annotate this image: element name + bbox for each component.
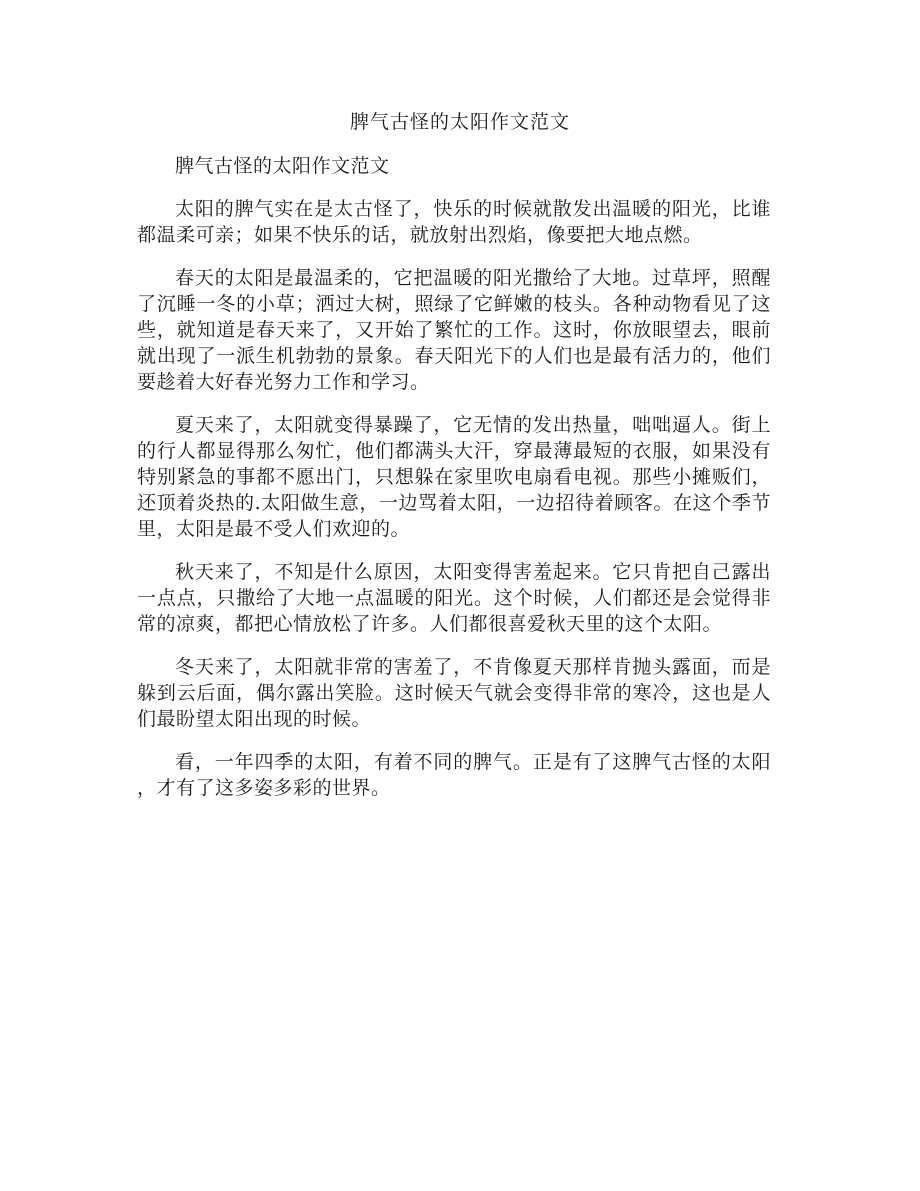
winter-paragraph: 冬天来了，太阳就非常的害羞了，不肯像夏天那样肯抛头露面，而是躲到云后面，偶尔露出笑脸。这时候天气就会变得非常的寒冷，这也是人们最盼望太阳出现的时候。 [137, 656, 771, 730]
document-title: 脾气古怪的太阳作文范文 [349, 111, 570, 133]
conclusion-paragraph: 看，一年四季的太阳，有着不同的脾气。正是有了这脾气古怪的太阳，才有了这多姿多彩的世界。 [137, 751, 771, 799]
intro-paragraph: 太阳的脾气实在是太古怪了，快乐的时候就散发出温暖的阳光，比谁都温柔可亲；如果不快乐的话，就放射出烈焰，像要把大地点燃。 [137, 198, 771, 246]
summer-paragraph: 夏天来了，太阳就变得暴躁了，它无情的发出热量，咄咄逼人。街上的行人都显得那么匆忙，他们都满头大汗，穿最薄最短的衣服，如果没有特别紧急的事都不愿出门，只想躲在家里吹电扇看电视。那些小摊贩们，还顶着炎热的.太阳做生意，一边骂着太阳，一边招待着顾客。在这个季节里，太阳是最不受人们欢迎的。 [137, 414, 771, 540]
subtitle-paragraph: 脾气古怪的太阳作文范文 [175, 155, 390, 177]
document-body [137, 153, 771, 818]
spring-paragraph: 春天的太阳是最温柔的，它把温暖的阳光撒给了大地。过草坪，照醒了沉睡一冬的小草；洒过大树，照绿了它鲜嫩的枝头。各种动物看见了这些，就知道是春天来了，又开始了繁忙的工作。这时，你放眼望去，眼前就出现了一派生机勃勃的景象。春天阳光下的人们也是最有活力的，他们要趁着大好春光努力工作和学习。 [137, 267, 771, 393]
autumn-paragraph: 秋天来了，不知是什么原因，太阳变得害羞起来。它只肯把自己露出一点点，只撒给了大地一点温暖的阳光。这个时候，人们都还是会觉得非常的凉爽，都把心情放松了许多。人们都很喜爱秋天里的这个太阳。 [137, 561, 771, 635]
